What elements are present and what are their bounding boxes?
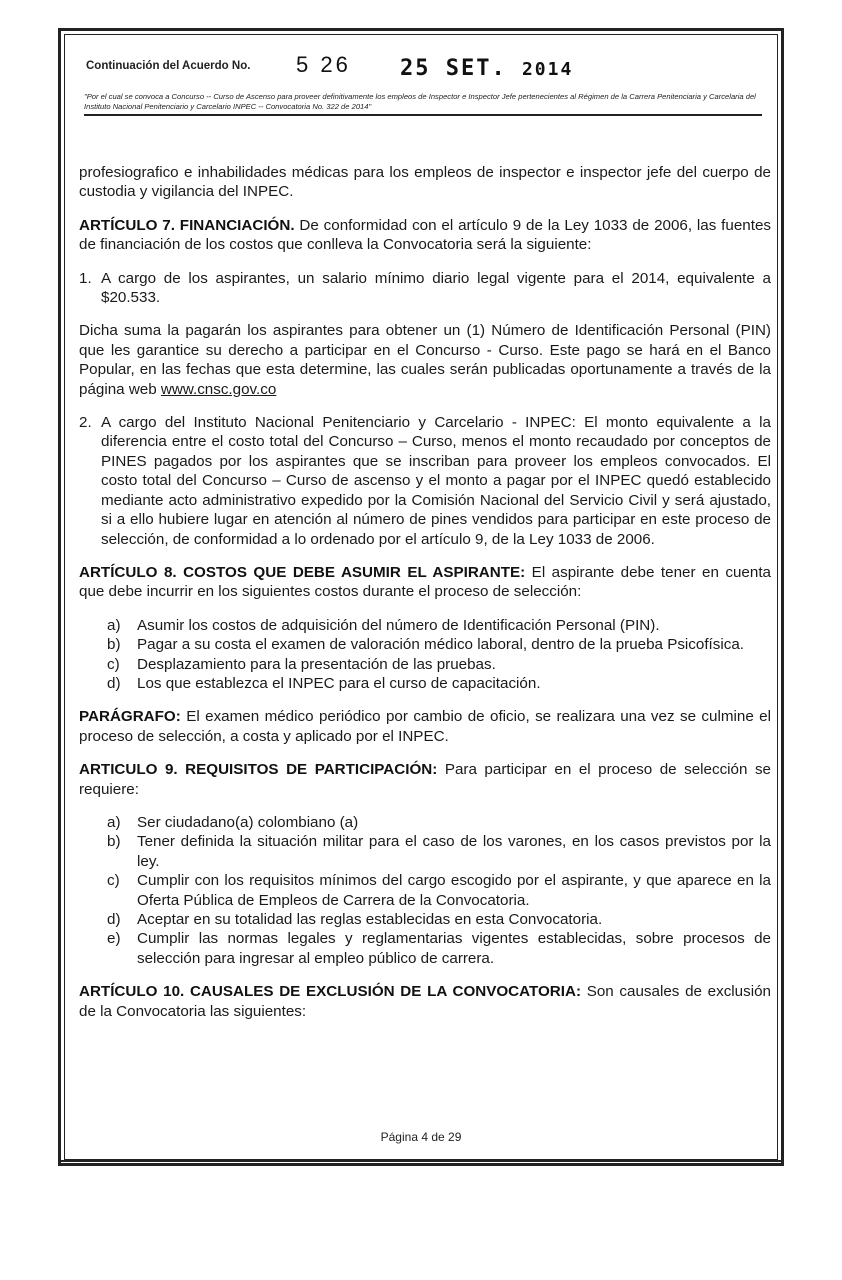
- article-8-title: ARTÍCULO 8. COSTOS QUE DEBE ASUMIR EL ASPIRANTE:: [79, 563, 526, 581]
- article-9-text: Para participar en el proceso de selección se requiere:: [79, 761, 771, 798]
- article-9: [79, 760, 771, 799]
- list-item: [107, 674, 771, 693]
- footer-divider: [60, 1160, 782, 1162]
- list-marker: d): [107, 674, 121, 692]
- cnsc-link[interactable]: www.cnsc.gov.co: [160, 380, 277, 398]
- header-subtitle: "Por el cual se convoca a Concurso -- Curso de Ascenso para proveer definitivamente los empleos de Inspector e Inspector Jefe pertenecientes al Régimen de la Carrera Penitenciaria y Carcelaria del Instituto Nacional Penitenciario y Carcelario INPEC -- Convocatoria No. 322 de 2014": [84, 92, 762, 116]
- page-number: Página 4 de 29: [380, 1130, 462, 1144]
- numbered-item-1: [79, 269, 771, 308]
- list-text: Asumir los costos de adquisición del número de Identificación Personal (PIN).: [137, 616, 660, 634]
- agreement-label: Continuación del Acuerdo No.: [86, 60, 251, 72]
- article-8-list: [107, 616, 771, 694]
- pin-paragraph: [79, 321, 771, 399]
- list-text: Desplazamiento para la presentación de las pruebas.: [137, 655, 496, 673]
- date-stamp-day-month: 25 SET.: [400, 56, 507, 81]
- numbered-item-2: [79, 413, 771, 549]
- date-stamp-year: 2014: [521, 59, 574, 80]
- article-10-text: Son causales de exclusión de la Convocatoria las siguientes:: [79, 983, 771, 1020]
- item-text: A cargo de los aspirantes, un salario mínimo diario legal vigente para el 2014, equivalente a $20.533.: [101, 269, 771, 307]
- list-item: [107, 616, 771, 635]
- article-10-title: ARTÍCULO 10. CAUSALES DE EXCLUSIÓN DE LA CONVOCATORIA:: [79, 983, 582, 1001]
- list-item: [107, 813, 771, 832]
- list-marker: b): [107, 636, 121, 654]
- article-7-title: ARTÍCULO 7. FINANCIACIÓN.: [79, 216, 295, 234]
- paragrafo-text: El examen médico periódico por cambio de oficio, se realizara una vez se culmine el proceso de selección, a costa y aplicado por el INPEC.: [79, 708, 771, 745]
- list-item: [107, 871, 771, 910]
- list-marker: a): [107, 813, 121, 831]
- article-10: [79, 982, 771, 1021]
- list-marker: c): [107, 655, 120, 673]
- list-text: Aceptar en su totalidad las reglas establecidas en esta Convocatoria.: [137, 911, 603, 928]
- list-marker: c): [107, 872, 120, 890]
- list-item: [107, 910, 771, 929]
- item-text: A cargo del Instituto Nacional Penitenciario y Carcelario - INPEC: El monto equivalente a la diferencia entre el costo total del Concurso – Curso, menos el monto recaudado por conceptos de PINES pagados por los aspirantes que se inscriban para proveer los empleos convocados. El costo total del Concurso – Curso de ascenso y el monto a pagar por el INPEC quedó establecido mediante acto administrativo expedido por la Comisión Nacional del Servicio Civil y será ajustado, si a ello hubiere lugar en atención al número de pines vendidos para participar en este proceso de selección, de conformidad a lo ordenado por el artículo 9, de la Ley 1033 de 2006.: [101, 414, 771, 548]
- list-item: [107, 929, 771, 968]
- paragrafo: [79, 707, 771, 746]
- article-9-title: ARTICULO 9. REQUISITOS DE PARTICIPACIÓN:: [79, 761, 438, 779]
- item-number: 1.: [79, 269, 92, 287]
- article-7: [79, 216, 771, 255]
- agreement-number: 5 26: [296, 52, 351, 77]
- list-text: Los que establezca el INPEC para el curso de capacitación.: [137, 674, 541, 692]
- list-text: Tener definida la situación militar para el caso de los varones, en los casos previstos por la ley.: [137, 833, 771, 870]
- article-9-list: [107, 813, 771, 968]
- list-marker: d): [107, 911, 121, 928]
- list-item: [107, 655, 771, 674]
- list-marker: a): [107, 616, 121, 634]
- list-marker: e): [107, 930, 121, 948]
- article-8: [79, 563, 771, 602]
- article-7-text: De conformidad con el artículo 9 de la Ley 1033 de 2006, las fuentes de financiación de los costos que conlleva la Convocatoria será la siguiente:: [79, 216, 772, 254]
- document-header: [76, 50, 766, 116]
- paragrafo-title: PARÁGRAFO:: [79, 708, 181, 726]
- list-text: Pagar a su costa el examen de valoración médico laboral, dentro de la prueba Psicofísica.: [137, 636, 745, 654]
- pin-text: Dicha suma la pagarán los aspirantes para obtener un (1) Número de Identificación Personal (PIN) que les garantice su derecho a participar en el Concurso - Curso. Este pago se hará en el Banco Popular, en las fechas que esta determine, las cuales serán publicadas oportunamente a través de la página web: [79, 322, 771, 398]
- list-text: Ser ciudadano(a) colombiano (a): [137, 813, 359, 831]
- list-text: Cumplir las normas legales y reglamentarias vigentes establecidas, sobre procesos de selección para ingresar al empleo público de carrera.: [137, 930, 771, 967]
- intro-paragraph: profesiografico e inhabilidades médicas para los empleos de inspector e inspector jefe del cuerpo de custodia y vigilancia del INPEC.: [79, 164, 771, 201]
- article-8-text: El aspirante debe tener en cuenta que debe incurrir en los siguientes costos durante el proceso de selección:: [79, 563, 771, 601]
- list-item: [107, 635, 771, 654]
- date-stamp: [400, 56, 573, 81]
- list-item: [107, 832, 771, 871]
- list-marker: b): [107, 833, 121, 851]
- list-text: Cumplir con los requisitos mínimos del cargo escogido por el aspirante, y que aparece en la Oferta Pública de Empleos de Carrera de la Convocatoria.: [137, 872, 771, 909]
- item-number: 2.: [79, 414, 92, 432]
- document-body: [79, 163, 771, 1035]
